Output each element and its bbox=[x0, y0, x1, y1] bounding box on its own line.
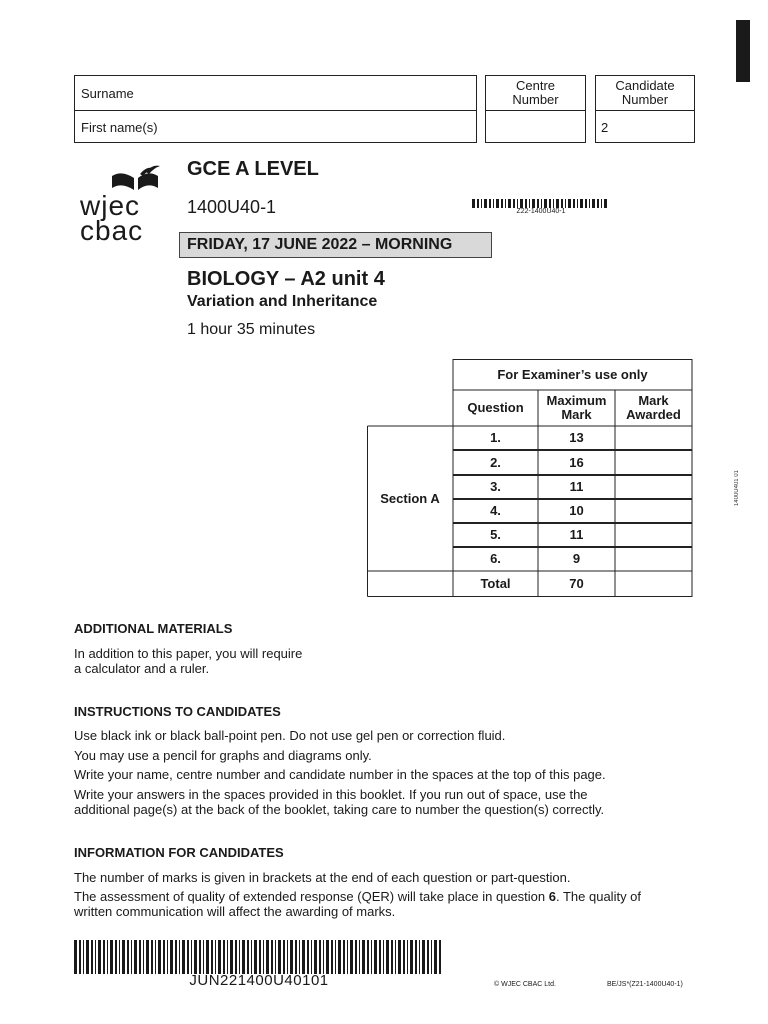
qualification-title: GCE A LEVEL bbox=[187, 158, 319, 180]
additional-materials-heading: ADDITIONAL MATERIALS bbox=[74, 621, 233, 636]
additional-materials-line1: In addition to this paper, you will require bbox=[74, 646, 303, 661]
information-line1: The number of marks is given in brackets at the end of each question or part-question. bbox=[74, 870, 571, 885]
centre-number-box bbox=[485, 75, 586, 143]
information-line3: written communication will affect the awarding of marks. bbox=[74, 904, 396, 919]
question-number: 1. bbox=[490, 430, 501, 445]
side-code bbox=[734, 470, 741, 506]
centre-label-1: Centre bbox=[515, 78, 556, 93]
document-ref: BE/JS*(Z21-1400U40-1) bbox=[607, 981, 683, 988]
information-heading: INFORMATION FOR CANDIDATES bbox=[74, 845, 284, 860]
booklet-barcode-text: JUN221400U40101 bbox=[189, 972, 329, 989]
max-mark: 11 bbox=[569, 527, 584, 542]
question-number: 3. bbox=[490, 479, 501, 494]
max-mark: 10 bbox=[569, 503, 584, 518]
paper-barcode bbox=[472, 199, 610, 208]
col-max-mark bbox=[538, 390, 615, 426]
paper-code: 1400U40-1 bbox=[187, 197, 277, 217]
col-max-line1: Maximum bbox=[546, 393, 607, 408]
instruction-line: Write your name, centre number and candidate number in the spaces at the top of this page. bbox=[74, 767, 606, 782]
mark-awarded-cell[interactable] bbox=[615, 499, 692, 523]
section-a-label: Section A bbox=[380, 490, 440, 506]
centre-label-2: Number bbox=[512, 92, 559, 107]
additional-materials-line2: a calculator and a ruler. bbox=[74, 661, 210, 676]
instruction-line: Use black ink or black ball-point pen. Do not use gel pen or correction fluid. bbox=[74, 728, 506, 743]
registration-mark bbox=[736, 20, 750, 82]
total-max-mark: 70 bbox=[569, 575, 584, 591]
unit-subtitle: Variation and Inheritance bbox=[187, 293, 378, 310]
qer-question-number: 6 bbox=[548, 889, 556, 904]
instructions-heading: INSTRUCTIONS TO CANDIDATES bbox=[74, 704, 281, 719]
subject-title: BIOLOGY – A2 unit 4 bbox=[187, 268, 385, 290]
instruction-line: Write your answers in the spaces provided in this booklet. If you run out of space, use the bbox=[74, 787, 588, 802]
firstname-label: First name(s) bbox=[81, 119, 158, 135]
centre-number-field[interactable] bbox=[486, 111, 585, 143]
question-number: 6. bbox=[490, 551, 501, 566]
question-number: 5. bbox=[490, 527, 501, 542]
candidate-number-box bbox=[595, 75, 695, 143]
mark-awarded-cell[interactable] bbox=[615, 450, 692, 475]
instruction-line: You may use a pencil for graphs and diagrams only. bbox=[74, 748, 372, 763]
side-code-line1: 1400U401 bbox=[734, 478, 740, 507]
total-awarded-cell[interactable] bbox=[615, 571, 692, 596]
mark-awarded-cell[interactable] bbox=[615, 547, 692, 571]
paper-barcode-text: Z22-1400U40-1 bbox=[516, 208, 566, 215]
information-line2-a: The assessment of quality of extended response (QER) will take place in question bbox=[74, 889, 549, 904]
col-max-line2: Mark bbox=[561, 407, 592, 422]
col-awarded-line1: Mark bbox=[638, 393, 669, 408]
logo-text-cbac: cbac bbox=[80, 215, 144, 246]
candidate-number-field[interactable]: 2 bbox=[601, 119, 609, 135]
examiner-header: For Examiner’s use only bbox=[497, 366, 648, 382]
exam-date: FRIDAY, 17 JUNE 2022 – MORNING bbox=[179, 232, 492, 258]
logo-text-wjec: wjec bbox=[80, 190, 141, 221]
surname-field[interactable] bbox=[75, 76, 476, 110]
col-question: Question bbox=[467, 400, 524, 415]
exam-duration: 1 hour 35 minutes bbox=[187, 321, 316, 338]
max-mark: 9 bbox=[572, 551, 581, 566]
mark-awarded-cell[interactable] bbox=[615, 523, 692, 547]
max-mark: 13 bbox=[569, 430, 584, 445]
candidate-name-box bbox=[74, 75, 477, 143]
question-number: 4. bbox=[490, 503, 501, 518]
max-mark: 11 bbox=[569, 479, 584, 494]
instruction-line: additional page(s) at the back of the booklet, taking care to number the question(s) correctly. bbox=[74, 802, 605, 817]
max-mark: 16 bbox=[569, 454, 584, 470]
firstname-field[interactable] bbox=[75, 110, 476, 143]
total-label: Total bbox=[480, 575, 511, 591]
wjec-logo bbox=[80, 160, 160, 250]
question-number: 2. bbox=[490, 454, 501, 470]
mark-awarded-cell[interactable] bbox=[615, 426, 692, 450]
information-line2-c: . The quality of bbox=[555, 889, 642, 904]
examiner-table bbox=[367, 359, 693, 597]
copyright: © WJEC CBAC Ltd. bbox=[494, 981, 556, 988]
information-line2 bbox=[74, 889, 714, 904]
mark-awarded-cell[interactable] bbox=[615, 475, 692, 499]
candidate-label-2: Number bbox=[621, 92, 669, 107]
col-awarded-line2: Awarded bbox=[626, 407, 681, 422]
col-mark-awarded bbox=[615, 390, 692, 426]
surname-label: Surname bbox=[81, 85, 134, 101]
side-code-line2: 01 bbox=[734, 470, 740, 477]
candidate-label-1: Candidate bbox=[615, 78, 675, 93]
booklet-barcode bbox=[74, 940, 444, 974]
